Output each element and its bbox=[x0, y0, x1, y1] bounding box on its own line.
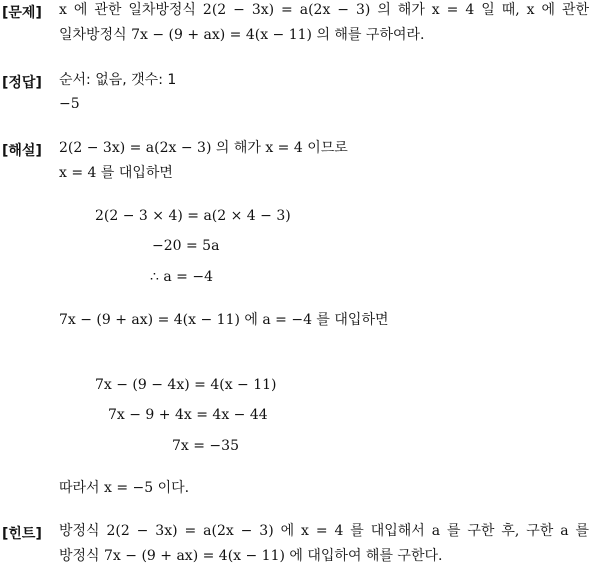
answer-line-1: 순서: 없음, 갯수: 1 bbox=[59, 72, 177, 88]
hint-line-1: 방정식 2(2 − 3x) = a(2x − 3) 에 x = 4 를 대입해서 a 를 구한 후, 구한 a 를 bbox=[59, 523, 589, 539]
problem-label: [문제] bbox=[2, 5, 42, 21]
problem-line-1: x 에 관한 일차방정식 2(2 − 3x) = a(2x − 3) 의 해가 x = 4 일 때, x 에 관한 bbox=[59, 2, 589, 18]
hint-label: [힌트] bbox=[2, 526, 42, 542]
answer-value: −5 bbox=[59, 96, 80, 112]
equation-3: ∴ a = −4 bbox=[150, 269, 213, 285]
hint-line-2: 방정식 7x − (9 + ax) = 4(x − 11) 에 대입하여 해를 구한다. bbox=[59, 548, 443, 564]
answer-label: [정답] bbox=[2, 75, 42, 91]
equation-6: 7x = −35 bbox=[172, 438, 239, 454]
solution-line-4: 따라서 x = −5 이다. bbox=[59, 480, 190, 496]
solution-line-2: x = 4 를 대입하면 bbox=[59, 165, 173, 181]
equation-1: 2(2 − 3 × 4) = a(2 × 4 − 3) bbox=[95, 208, 291, 224]
equation-5: 7x − 9 + 4x = 4x − 44 bbox=[108, 407, 268, 423]
equation-2: −20 = 5a bbox=[152, 238, 220, 254]
problem-line-2: 일차방정식 7x − (9 + ax) = 4(x − 11) 의 해를 구하여라. bbox=[59, 27, 425, 43]
solution-line-3: 7x − (9 + ax) = 4(x − 11) 에 a = −4 를 대입하면 bbox=[59, 312, 389, 328]
solution-label: [해설] bbox=[2, 143, 42, 159]
solution-line-1: 2(2 − 3x) = a(2x − 3) 의 해가 x = 4 이므로 bbox=[59, 140, 348, 156]
equation-4: 7x − (9 − 4x) = 4(x − 11) bbox=[95, 377, 277, 393]
